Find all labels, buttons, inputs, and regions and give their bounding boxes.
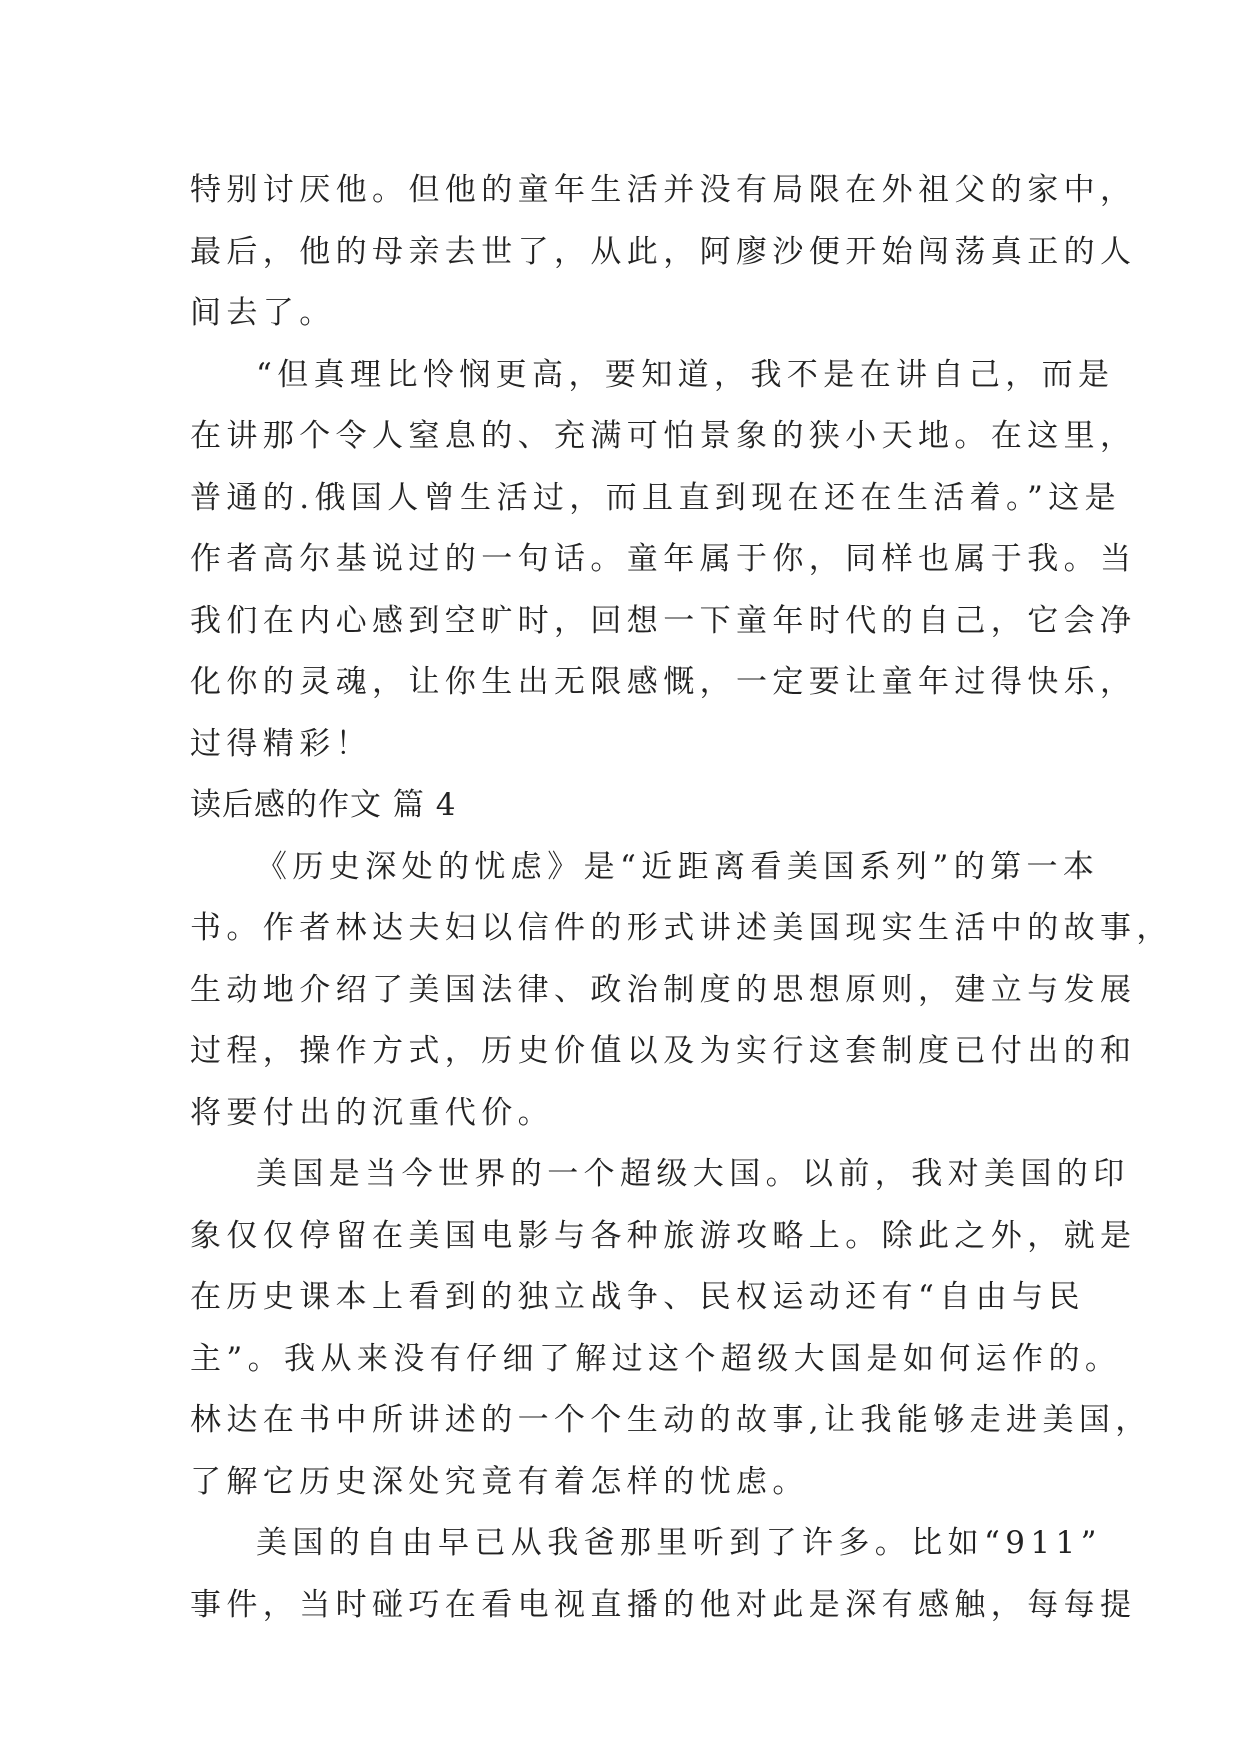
text-line: 化你的灵魂，让你生出无限感慨，一定要让童年过得快乐， <box>190 664 1137 700</box>
text-line: 最后，他的母亲去世了，从此，阿廖沙便开始闯荡真正的人 <box>190 233 1137 270</box>
paragraph-first-line: “但真理比怜悯更高，要知道，我不是在讲自己，而是 <box>256 356 1115 393</box>
text-line: 生动地介绍了美国法律、政治制度的思想原则，建立与发展 <box>190 971 1137 1008</box>
paragraph-first-line: 《历史深处的忧虑》是“近距离看美国系列”的第一本 <box>256 848 1100 885</box>
document-body <box>190 160 1173 1636</box>
section-heading: 读后感的作文 篇 4 <box>190 787 457 823</box>
text-line: 书。作者林达夫妇以信件的形式讲述美国现实生活中的故事， <box>190 910 1173 946</box>
text-line: 作者高尔基说过的一句话。童年属于你，同样也属于我。当 <box>190 541 1137 577</box>
text-line: 事件，当时碰巧在看电视直播的他对此是深有感触，每每提 <box>190 1586 1137 1623</box>
text-line: 主”。我从来没有仔细了解过这个超级大国是如何运作的。 <box>190 1340 1122 1377</box>
text-line: 在讲那个令人窒息的、充满可怕景象的狭小天地。在这里， <box>190 418 1137 454</box>
text-line: 了解它历史深处究竟有着怎样的忧虑。 <box>190 1463 809 1500</box>
text-line: 过得精彩！ <box>190 725 372 762</box>
text-line: 在历史课本上看到的独立战争、民权运动还有“自由与民 <box>190 1279 1085 1315</box>
text-line: 象仅仅停留在美国电影与各种旅游攻略上。除此之外，就是 <box>190 1217 1137 1254</box>
text-line: 我们在内心感到空旷时，回想一下童年时代的自己，它会净 <box>190 602 1137 639</box>
text-line: 过程，操作方式，历史价值以及为实行这套制度已付出的和 <box>190 1033 1137 1069</box>
text-line: 将要付出的沉重代价。 <box>190 1094 554 1131</box>
paragraph-first-line: 美国的自由早已从我爸那里听到了许多。比如“911” <box>256 1525 1102 1561</box>
paragraph-first-line: 美国是当今世界的一个超级大国。以前，我对美国的印 <box>256 1156 1130 1192</box>
text-line: 特别讨厌他。但他的童年生活并没有局限在外祖父的家中， <box>190 172 1137 208</box>
text-line: 普通的.俄国人曾生活过，而且直到现在还在生活着。”这是 <box>190 479 1121 516</box>
text-line: 间去了。 <box>190 295 336 331</box>
text-line: 林达在书中所讲述的一个个生动的故事,让我能够走进美国， <box>190 1402 1152 1438</box>
